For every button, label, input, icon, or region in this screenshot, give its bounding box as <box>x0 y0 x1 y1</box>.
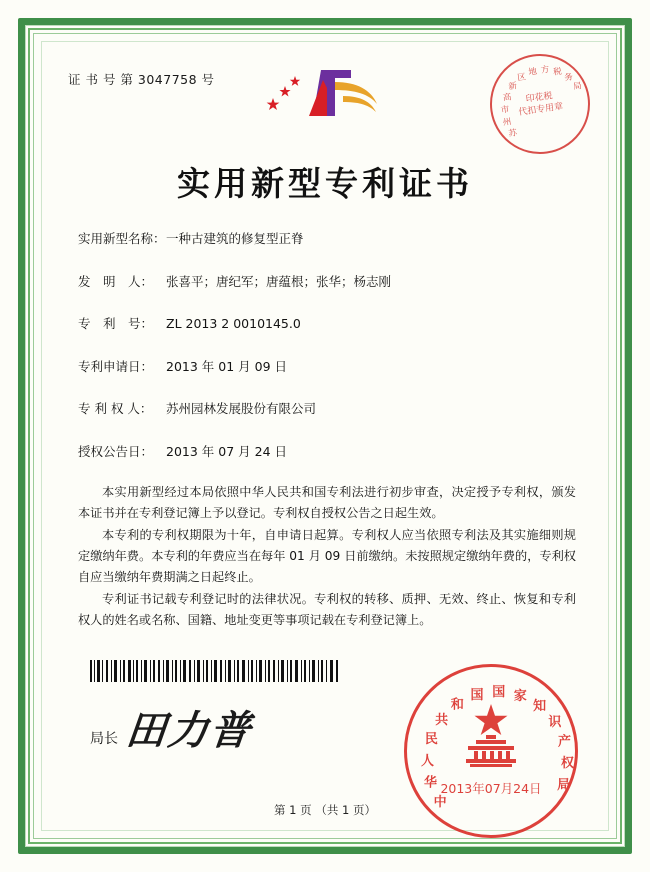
field-value: 苏州园林发展股份有限公司 <box>166 401 317 416</box>
field-row <box>78 400 576 417</box>
field-label: 专利申请日： <box>78 358 154 374</box>
national-emblem-icon <box>460 733 522 773</box>
seal-date: 2013年07月24日 <box>440 781 542 796</box>
barcode-icon <box>90 660 340 682</box>
field-row <box>78 358 576 375</box>
field-row <box>78 315 576 332</box>
star-icon <box>474 703 508 737</box>
tax-stamp-line-2: 代扣专用章 <box>517 101 564 119</box>
signature-label: 局长 <box>90 731 118 747</box>
field-label: 专 利 权 人： <box>78 401 153 416</box>
patent-office-logo-icon <box>265 64 385 126</box>
field-label: 专 利 号： <box>78 316 154 331</box>
field-row <box>78 273 576 290</box>
certificate-content <box>48 48 602 824</box>
field-value: 一种古建筑的修复型正脊 <box>166 231 304 246</box>
field-row <box>78 443 576 460</box>
field-value: 张喜平；唐纪军；唐蕴根；张华；杨志刚 <box>166 273 392 289</box>
official-seal: 中 华 人 民 共 和 国 国 家 知 识 产 权 局 2013年07月24日 <box>404 664 578 838</box>
field-label: 实用新型名称： <box>78 231 166 246</box>
signature-block <box>90 707 255 754</box>
paragraph: 专利证书记载专利登记时的法律状况。专利权的转移、质押、无效、终止、恢复和专利权人的姓名或名称、国籍、地址变更等事项记载在专利登记簿上。 <box>78 592 576 627</box>
certificate-number: 证 书 号 第 3047758 号 <box>68 72 215 87</box>
paragraph: 本专利的专利权期限为十年，自申请日起算。专利权人应当依照专利法及其实施细则规定缴纳年费。本专利的年费应当在每年 01 月 09 日前缴纳。未按照规定缴纳年费的，专利权自应当缴纳年费期满之日起终止。 <box>78 528 576 584</box>
paragraph: 本实用新型经过本局依照中华人民共和国专利法进行初步审查，决定授予专利权，颁发本证书并在专利登记簿上予以登记。专利权自授权公告之日起生效。 <box>78 485 576 520</box>
field-label: 发 明 人： <box>78 273 154 289</box>
signature-name: 田力普 <box>123 707 255 754</box>
field-list <box>78 230 576 485</box>
field-value: 2013 年 07 月 24 日 <box>166 443 287 459</box>
page-title: 实用新型专利证书 <box>177 164 473 203</box>
field-label: 授权公告日： <box>78 443 154 459</box>
field-row <box>78 230 576 247</box>
field-value: ZL 2013 2 0010145.0 <box>166 316 301 331</box>
field-value: 2013 年 01 月 09 日 <box>166 358 287 374</box>
tax-stamp <box>484 48 597 161</box>
body-paragraphs <box>78 482 576 632</box>
page-footer: 第 1 页 （共 1 页） <box>274 803 376 817</box>
tax-stamp-line-1: 印花税 <box>525 91 554 105</box>
tax-stamp-ring-text: 苏 州 市 高 新 区 地 方 税 务 局 <box>500 64 583 140</box>
